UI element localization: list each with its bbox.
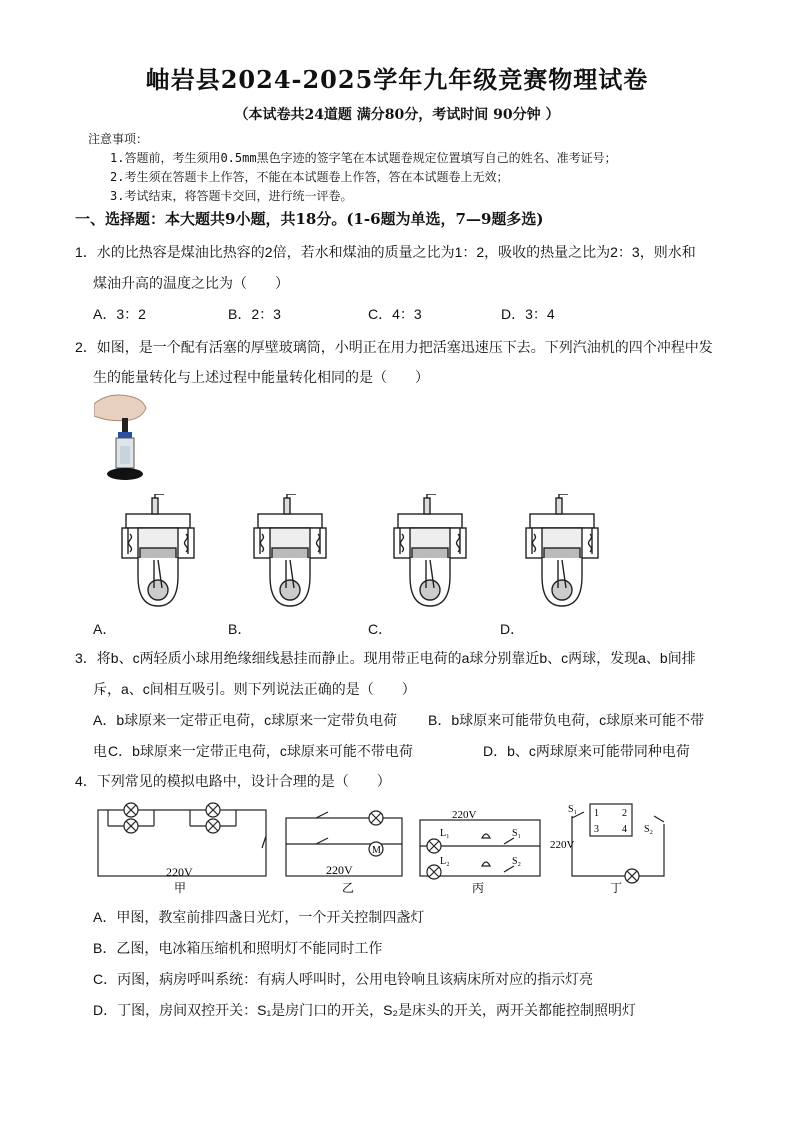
bing-voltage: 220V — [452, 809, 477, 821]
glass-cylinder-figure — [94, 390, 154, 486]
q4-option-b[interactable]: B．乙图，电冰箱压缩机和照明灯不能同时工作 — [93, 940, 383, 956]
engine-label-c[interactable]: C． — [368, 621, 393, 637]
engine-stroke-c[interactable] — [390, 494, 470, 614]
circuit-diagrams — [94, 796, 674, 896]
q1-option-a[interactable]: A．3：2 — [93, 306, 146, 322]
q3-option-c[interactable]: C．b球原来一定带正电荷，c球原来可能不带电荷 — [108, 743, 413, 759]
ding-t4: 4 — [622, 824, 627, 835]
q1-option-d[interactable]: D．3：4 — [501, 306, 555, 322]
ding-label: 丁 — [610, 881, 623, 895]
q4-option-a[interactable]: A．甲图，教室前排四盏日光灯，一个开关控制四盏灯 — [93, 909, 425, 925]
jia-label: 甲 — [174, 881, 187, 895]
ding-S2: S₂ — [644, 824, 654, 835]
yi-label: 乙 — [342, 881, 355, 895]
question-1-text: 1．水的比热容是煤油比热容的2倍，若水和煤油的质量之比为1：2，吸收的热量之比为2：3，则水和 — [75, 244, 696, 260]
jia-voltage: 220V — [166, 865, 193, 879]
section-heading: 一、选择题：本大题共9小题，共18分。(1-6题为单选，7—9题多选) — [75, 210, 544, 228]
question-4-text: 4．下列常见的模拟电路中，设计合理的是（ ） — [75, 773, 391, 789]
ding-t2: 2 — [622, 808, 627, 819]
q3-option-d[interactable]: D．b、c两球原来可能带同种电荷 — [483, 743, 690, 759]
note-item: 2.考生须在答题卡上作答，不能在本试题卷上作答，答在本试题卷上无效； — [110, 170, 509, 184]
bing-S2: S₂ — [512, 856, 522, 867]
question-1-text-cont: 煤油升高的温度之比为（ ） — [93, 275, 289, 291]
q1-option-c[interactable]: C．4：3 — [368, 306, 422, 322]
question-3-text-cont: 斥，a、c间相互吸引。则下列说法正确的是（ ） — [93, 681, 416, 697]
circuit-ding — [572, 804, 664, 876]
yi-voltage: 220V — [326, 863, 353, 877]
question-2-text-cont: 生的能量转化与上述过程中能量转化相同的是（ ） — [93, 369, 429, 385]
engine-stroke-d[interactable] — [522, 494, 602, 614]
engine-label-d[interactable]: D． — [500, 621, 525, 637]
bing-label: 丙 — [472, 881, 485, 895]
note-item: 3.考试结束，将答题卡交回，进行统一评卷。 — [110, 189, 353, 203]
ding-S1: S₁ — [568, 804, 578, 815]
q4-option-c[interactable]: C．丙图，病房呼叫系统：有病人呼叫时，公用电铃响且该病床所对应的指示灯亮 — [93, 971, 594, 987]
page-title: 岫岩县2024-2025学年九年级竞赛物理试卷 — [145, 65, 649, 94]
ding-t3: 3 — [594, 824, 599, 835]
notes-heading: 注意事项： — [88, 132, 149, 146]
note-item: 1.答题前，考生须用0.5mm黑色字迹的签字笔在本试题卷规定位置填写自己的姓名、准考证号； — [110, 151, 617, 165]
bing-S1: S₁ — [512, 828, 522, 839]
q1-option-b[interactable]: B．2：3 — [228, 306, 281, 322]
question-2-text: 2．如图，是一个配有活塞的厚壁玻璃筒，小明正在用力把活塞迅速压下去。下列汽油机的四个冲程中发 — [75, 339, 713, 355]
motor-label: M — [372, 845, 381, 856]
q3-option-b-cont[interactable]: 电 — [93, 743, 107, 759]
q4-option-d[interactable]: D．丁图，房间双控开关：S₁是房门口的开关，S₂是床头的开关，两开关都能控制照明灯 — [93, 1002, 636, 1018]
engine-stroke-a[interactable] — [118, 494, 198, 614]
question-3-text: 3．将b、c两轻质小球用绝缘细线悬挂而静止。现用带正电荷的a球分别靠近b、c两球，发现a、b间排 — [75, 650, 696, 666]
ding-voltage: 220V — [550, 839, 575, 851]
bing-L2: L₂ — [440, 856, 450, 867]
engine-label-b[interactable]: B． — [228, 621, 252, 637]
bing-L1: L₁ — [440, 828, 450, 839]
q3-option-b[interactable]: B．b球原来可能带负电荷，c球原来可能不带 — [428, 712, 705, 728]
engine-label-a[interactable]: A． — [93, 621, 117, 637]
ding-t1: 1 — [594, 808, 599, 819]
q3-option-a[interactable]: A．b球原来一定带正电荷，c球原来一定带负电荷 — [93, 712, 398, 728]
exam-info: （本试卷共24道题 满分80分，考试时间 90分钟 ） — [234, 107, 560, 123]
engine-stroke-b[interactable] — [250, 494, 330, 614]
